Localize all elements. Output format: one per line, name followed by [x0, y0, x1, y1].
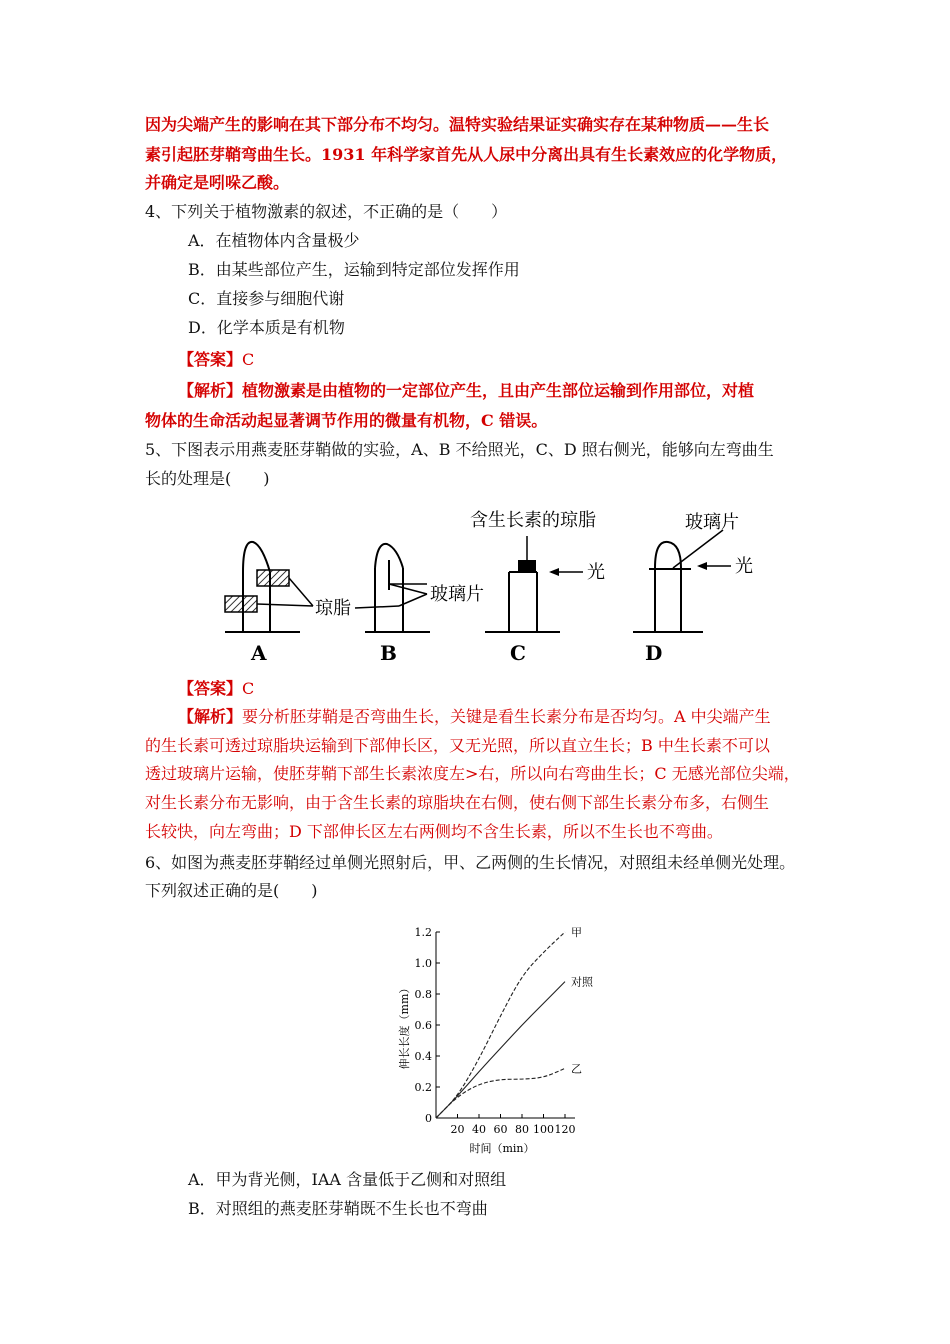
label-light-d: 光: [735, 556, 753, 577]
legend-label-对照: 对照: [571, 975, 593, 989]
x-tick-label: 80: [515, 1123, 529, 1136]
q5-analysis-3: 透过玻璃片运输，使胚芽鞘下部生长素浓度左>右，所以向右弯曲生长；C 无感光部位尖端，: [145, 764, 800, 783]
x-tick-label: 120: [554, 1123, 576, 1136]
intro-line-2: 素引起胚芽鞘弯曲生长。1931 年科学家首先从人尿中分离出具有生长素效应的化学物质，: [145, 145, 788, 164]
panel-b: [355, 544, 430, 632]
intro-line-3: 并确定是吲哚乙酸。: [145, 173, 290, 192]
q5-analysis-2: 的生长素可透过琼脂块运输到下部伸长区，又无光照，所以直立生长；B 中生长素不可以: [145, 736, 770, 755]
series-line-乙: [436, 1068, 565, 1118]
q4-stem: 4、下列关于植物激素的叙述，不正确的是（ ）: [145, 202, 508, 221]
q5-answer-value: C: [242, 679, 255, 698]
q5-answer: [178, 679, 254, 699]
y-tick-label: 1.2: [414, 926, 432, 939]
q5-analysis-tag: 【解析】: [178, 707, 243, 726]
series-line-甲: [436, 932, 565, 1118]
q4-answer: [178, 350, 254, 370]
y-tick-label: 0.4: [414, 1050, 432, 1063]
x-tick-label: 60: [493, 1123, 508, 1136]
q5-analysis-1: [178, 707, 771, 727]
q4-option-a: A．在植物体内含量极少: [188, 231, 360, 250]
q4-option-b: B．由某些部位产生，运输到特定部位发挥作用: [188, 260, 520, 279]
x-tick-label: 20: [450, 1123, 465, 1136]
q4-analysis-tag: 【解析】: [178, 381, 243, 400]
y-tick-label: 0: [425, 1112, 432, 1125]
y-tick-label: 0.8: [414, 988, 432, 1001]
legend-label-乙: 乙: [571, 1062, 582, 1076]
label-agar-auxin: 含生长素的琼脂: [470, 510, 596, 531]
label-light-c: 光: [587, 562, 605, 583]
q4-analysis-text-1: 植物激素是由植物的一定部位产生，且由产生部位运输到作用部位，对植: [242, 381, 755, 400]
q6-stem-2: 下列叙述正确的是( ): [145, 881, 318, 900]
q4-option-c: C．直接参与细胞代谢: [188, 289, 345, 308]
q5-analysis-5: 长较快，向左弯曲；D 下部伸长区左右两侧均不含生长素，所以不生长也不弯曲。: [145, 822, 723, 841]
y-tick-label: 0.6: [414, 1019, 432, 1032]
chart-y-label: 伸长长度（mm）: [398, 982, 411, 1070]
panel-letter-a: A: [251, 641, 267, 665]
q4-option-d: D．化学本质是有机物: [188, 318, 345, 337]
panel-letter-c: C: [510, 641, 526, 665]
q5-stem-1: 5、下图表示用燕麦胚芽鞘做的实验，A、B 不给照光，C、D 照右侧光，能够向左弯曲生: [145, 440, 774, 459]
chart-axes: [436, 932, 575, 1118]
q6-line-chart: [390, 918, 620, 1168]
panel-d: [633, 530, 731, 632]
panel-a: [225, 542, 313, 632]
q6-option-b: B．对照组的燕麦胚芽鞘既不生长也不弯曲: [188, 1199, 488, 1218]
x-tick-label: 100: [533, 1123, 554, 1136]
q5-figure: [215, 500, 795, 670]
q6-stem-1: 6、如图为燕麦胚芽鞘经过单侧光照射后，甲、乙两侧的生长情况，对照组未经单侧光处理。: [145, 853, 796, 872]
q6-option-a: A．甲为背光侧，IAA 含量低于乙侧和对照组: [188, 1170, 507, 1189]
q4-answer-tag: 【答案】: [178, 350, 243, 369]
label-glass-d: 玻璃片: [685, 512, 739, 533]
label-glass: 玻璃片: [430, 584, 484, 605]
intro-line-1: 因为尖端产生的影响在其下部分布不均匀。温特实验结果证实确实存在某种物质——生长: [145, 115, 770, 134]
y-tick-label: 0.2: [414, 1081, 432, 1094]
panel-letter-b: B: [380, 641, 397, 665]
q4-analysis-2: 物体的生命活动起显著调节作用的微量有机物，C 错误。: [145, 411, 548, 430]
q4-answer-value: C: [242, 350, 255, 369]
y-tick-label: 1.0: [414, 957, 432, 970]
q5-analysis-text-1: 要分析胚芽鞘是否弯曲生长，关键是看生长素分布是否均匀。A 中尖端产生: [242, 707, 771, 726]
x-tick-label: 40: [472, 1123, 486, 1136]
q5-answer-tag: 【答案】: [178, 679, 243, 698]
q5-stem-2: 长的处理是( ): [145, 469, 270, 488]
legend-label-甲: 甲: [571, 926, 582, 939]
q5-analysis-4: 对生长素分布无影响，由于含生长素的琼脂块在右侧，使右侧下部生长素分布多，右侧生: [145, 793, 770, 812]
q4-analysis-1: [178, 381, 754, 401]
label-agar: 琼脂: [315, 598, 351, 619]
series-line-对照: [436, 982, 565, 1118]
panel-letter-d: D: [645, 641, 663, 665]
panel-c: [485, 536, 583, 632]
chart-x-label: 时间（min）: [469, 1142, 535, 1155]
